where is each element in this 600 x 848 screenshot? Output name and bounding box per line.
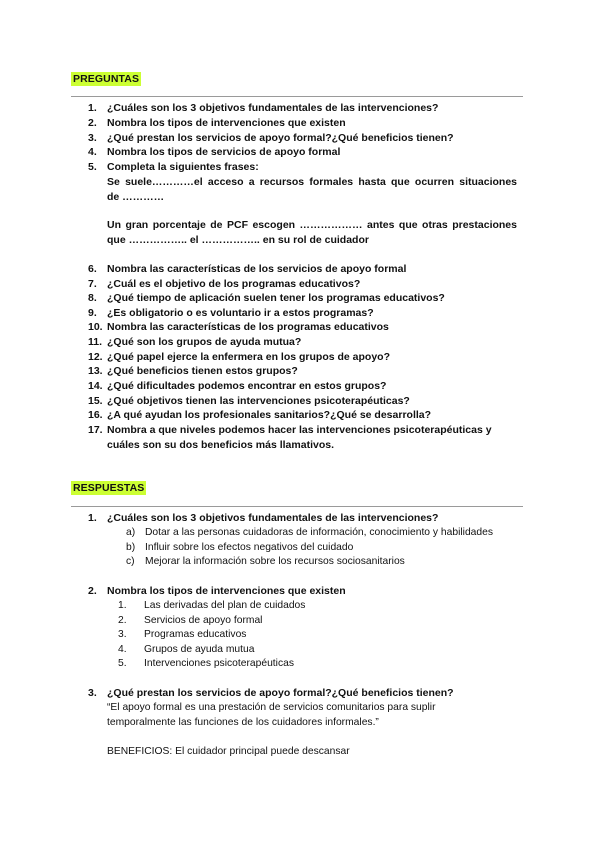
question-item — [88, 364, 298, 379]
question-item — [88, 116, 346, 131]
question-number: 7. — [88, 278, 97, 290]
question-number: 1. — [88, 102, 97, 114]
fill-blank-sentence: Un gran porcentaje de PCF escogen ……………… antes que otras prestaciones — [107, 219, 517, 231]
answer-item — [118, 599, 305, 614]
question-item — [88, 320, 389, 335]
question-text: Nombra las características de los programas educativos — [107, 321, 389, 333]
answer-question — [88, 584, 346, 599]
question-text: Nombra las características de los servicios de apoyo formal — [107, 263, 407, 275]
question-item — [88, 408, 431, 423]
answer-label: 4. — [118, 644, 127, 655]
question-number: 6. — [88, 263, 97, 275]
section-divider — [71, 506, 523, 507]
answer-quote: temporalmente las funciones de los cuidadores informales.” — [107, 717, 379, 728]
question-item — [88, 350, 390, 365]
question-number: 1. — [88, 512, 97, 524]
question-number: 8. — [88, 292, 97, 304]
question-number: 15. — [88, 395, 103, 407]
question-number: 13. — [88, 365, 103, 377]
question-item — [88, 379, 386, 394]
answer-text: Dotar a las personas cuidadoras de información, conocimiento y habilidades — [145, 527, 494, 538]
answer-text: Servicios de apoyo formal — [144, 615, 263, 626]
question-text: Nombra a que niveles podemos hacer las intervenciones psicoterapéuticas y — [107, 424, 492, 436]
answer-text: Las derivadas del plan de cuidados — [144, 600, 306, 611]
question-item — [88, 423, 492, 438]
question-number: 10. — [88, 321, 103, 333]
respuestas-heading: RESPUESTAS — [73, 482, 145, 494]
question-item — [88, 306, 374, 321]
question-text: ¿Qué prestan los servicios de apoyo formal?¿Qué beneficios tienen? — [107, 132, 454, 144]
answer-label: a) — [126, 527, 136, 538]
answer-text: Intervenciones psicoterapéuticas — [144, 658, 294, 669]
question-text: ¿Qué prestan los servicios de apoyo formal?¿Qué beneficios tienen? — [107, 687, 454, 699]
question-number: 2. — [88, 117, 97, 129]
answer-label: 5. — [118, 658, 127, 669]
section-divider — [71, 96, 523, 97]
answer-text: Influir sobre los efectos negativos del cuidado — [145, 542, 354, 553]
question-number: 14. — [88, 380, 103, 392]
fill-blank-sentence: Se suele…………el acceso a recursos formales hasta que ocurren situaciones — [107, 176, 517, 188]
question-number: 5. — [88, 161, 97, 173]
answer-text: Programas educativos — [144, 629, 247, 640]
question-number: 17. — [88, 424, 103, 436]
question-number: 11. — [88, 336, 103, 348]
question-text: Nombra los tipos de servicios de apoyo formal — [107, 146, 341, 158]
answer-item — [126, 555, 405, 570]
question-item — [88, 160, 259, 175]
question-text: Nombra los tipos de intervenciones que existen — [107, 117, 346, 129]
question-text: ¿Cuáles son los 3 objetivos fundamentales de las intervenciones? — [107, 512, 439, 524]
question-text: ¿Qué son los grupos de ayuda mutua? — [107, 336, 302, 348]
question-number: 12. — [88, 351, 103, 363]
question-number: 3. — [88, 687, 97, 699]
answer-item — [126, 541, 353, 556]
answer-item — [118, 657, 294, 672]
answer-label: c) — [126, 556, 135, 567]
answer-text: Grupos de ayuda mutua — [144, 644, 255, 655]
answer-item — [118, 628, 246, 643]
answer-question — [88, 511, 438, 526]
question-item — [88, 145, 340, 160]
answer-item — [126, 526, 493, 541]
answer-text: Mejorar la información sobre los recursos sociosanitarios — [145, 556, 405, 567]
answer-question — [88, 686, 454, 701]
question-text: ¿A qué ayudan los profesionales sanitarios?¿Qué se desarrolla? — [107, 409, 432, 421]
question-text: ¿Qué dificultades podemos encontrar en estos grupos? — [107, 380, 387, 392]
answer-label: 3. — [118, 629, 127, 640]
question-number: 9. — [88, 307, 97, 319]
answer-label: 2. — [118, 615, 127, 626]
question-text: ¿Qué beneficios tienen estos grupos? — [107, 365, 298, 377]
question-item — [88, 277, 360, 292]
answer-item — [118, 614, 262, 629]
question-number: 16. — [88, 409, 103, 421]
answer-label: b) — [126, 542, 136, 553]
question-item — [88, 262, 406, 277]
answer-item — [118, 643, 254, 658]
fill-blank-sentence: que …………….. el …………….. en su rol de cuidador — [107, 234, 369, 246]
question-text: Nombra los tipos de intervenciones que existen — [107, 585, 346, 597]
question-text: ¿Cuál es el objetivo de los programas educativos? — [107, 278, 361, 290]
question-text: ¿Qué tiempo de aplicación suelen tener los programas educativos? — [107, 292, 445, 304]
question-text: Completa la siguientes frases: — [107, 161, 259, 173]
question-text: ¿Qué objetivos tienen las intervenciones psicoterapéuticas? — [107, 395, 410, 407]
question-item — [88, 291, 445, 306]
question-number: 2. — [88, 585, 97, 597]
question-item — [88, 131, 454, 146]
question-item — [88, 101, 438, 116]
question-text: ¿Qué papel ejerce la enfermera en los grupos de apoyo? — [107, 351, 391, 363]
question-number: 4. — [88, 146, 97, 158]
question-item — [88, 394, 410, 409]
fill-blank-sentence: de ………… — [107, 191, 165, 203]
question-number: 3. — [88, 132, 97, 144]
answer-quote: “El apoyo formal es una prestación de servicios comunitarios para suplir — [107, 702, 436, 713]
question-text: ¿Cuáles son los 3 objetivos fundamentales de las intervenciones? — [107, 102, 439, 114]
answer-label: 1. — [118, 600, 127, 611]
preguntas-heading: PREGUNTAS — [73, 73, 140, 85]
question-text-continuation: cuáles son su dos beneficios más llamativos. — [107, 439, 335, 451]
question-text: ¿Es obligatorio o es voluntario ir a estos programas? — [107, 307, 374, 319]
answer-benefits: BENEFICIOS: El cuidador principal puede descansar — [107, 746, 350, 757]
question-item — [88, 335, 301, 350]
